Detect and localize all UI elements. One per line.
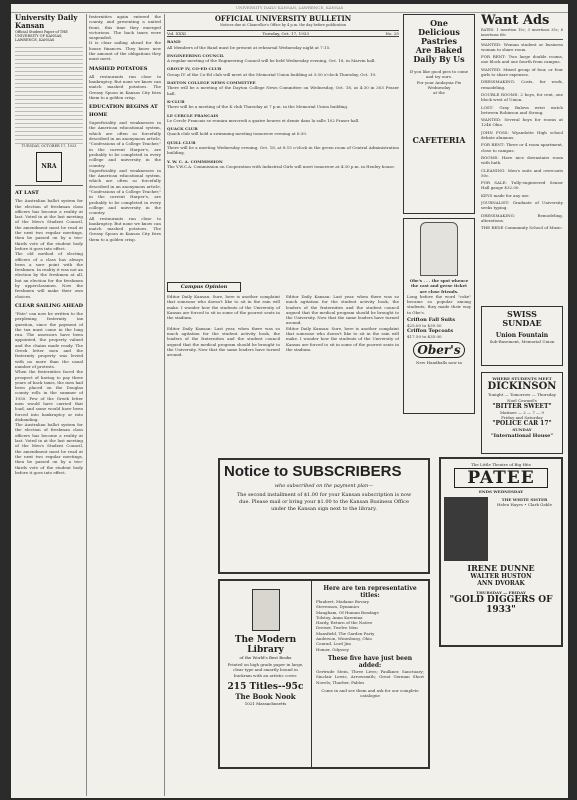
editorial-column-2	[89, 14, 161, 796]
patee-thursday: THURSDAY — FRIDAY	[476, 589, 526, 595]
patee-logo: PATEE	[454, 468, 548, 488]
bulletin-item-text: There will be a meeting of the Dayton College News Committee on Wednesday, Oct. 18, at 4:30 in 303 Fraser hall.	[167, 85, 399, 96]
notice-body: The second installment of $1.00 for your Kansan subscription is now due. Please mail or bring your $1.00 to the Kansan Business Office under the Kansan sign next to the library.	[236, 492, 412, 512]
bulletin-item-heading: DAYTON COLLEGE NEWS COMMITTEE	[167, 80, 256, 86]
obe-mascot-icon	[420, 222, 458, 276]
editorial-heading-clear-sailing: CLEAR SAILING AHEAD	[15, 302, 83, 309]
dickinson-line: Friday and Saturday	[501, 415, 543, 421]
masthead-date: TUESDAY, OCTOBER 17, 1933	[21, 144, 77, 148]
library-title-item: Maugham, Of Human Bondage	[316, 609, 379, 615]
obers-sub: New Handballs now in	[416, 359, 462, 365]
want-ad-item: WANTED: Mixed group of four, or four girls to share expenses.	[481, 66, 563, 78]
bulletin-date: Tuesday, Oct. 17, 1933	[262, 31, 309, 37]
bulletin-subtitle: Notices due at Chancellor's Office by 4 p.m. the day before publication	[219, 23, 347, 27]
bulletin-title: OFFICIAL UNIVERSITY BULLETIN	[214, 14, 352, 23]
library-added-heading: These five have just been added:	[327, 654, 413, 669]
library-titles-heading: Here are ten representative titles:	[323, 585, 417, 599]
dickinson-line: Tonight — Tomorrow — Thursday	[487, 392, 557, 398]
library-address: 1021 Massachusetts	[244, 700, 287, 706]
opinion-letter: Editor Daily Kansan: Last year, when there was so much agitation for the student activity book, the leaders of the fraternities and the student council argued that the medical program should be brought to the University. Now that the same leaders have turned around.	[286, 294, 399, 326]
editorial-paragraph: When the fraternities faced the prospect of having to pay three years of back taxes, the men had been placed on the Douglas county rolls in the summer of 1930. Few of the Greek letter men would have carried that load, and some would have been forced into bankruptcy or into disbanding.	[15, 369, 83, 422]
bulletin-item-heading: GROUP IV, CO-ED CLUB	[167, 66, 222, 72]
crifton-suits-price: $25.00 to $39.50	[407, 323, 442, 329]
crifton-topcoats-price: $17.50 to $35.00	[407, 334, 442, 340]
editorial-paragraph: All restaurants run close to bankruptcy. But none we know can match mashed potatoes. The Greasy Spoon in Kansas City fries them to a golden crisp.	[89, 215, 161, 242]
library-title-list	[316, 599, 424, 652]
sundae-text: SUNDAE	[502, 318, 542, 328]
bulletin-item-heading: LE CERCLE FRANCAIS	[167, 112, 219, 118]
library-added-list: Gertrude Stein, Three Lives; Faulkner, Sanctuary; Sinclair Lewis, Arrowsmith; Great German Short Novels; Thurber, Fables	[316, 668, 424, 685]
want-ad-item: DRESSMAKING: Costs, fur work, remodeling.	[481, 79, 563, 90]
editorial-column	[15, 14, 83, 796]
want-ad-item: WANTED: Woman student or business woman to share room.	[481, 41, 563, 52]
want-ad-item: JOHN FOSS: Wyandotte High school debate alumnus.	[481, 129, 563, 141]
bulletin-item-text: A regular meeting of the Engineering Council will be held Wednesday evening, Oct. 18, in Marvin hall.	[167, 58, 376, 64]
swiss-text: SWISS	[507, 309, 537, 319]
bulletin-item-heading: Y. W. C. A. COMMISSION	[167, 158, 223, 164]
opinion-letter: Editor Daily Kansan: Last year, when there was so much agitation for the student activity book, the leaders of the fraternities and the student council argued that the medical program should be brought to the University. Now that the same leaders have turned around.	[167, 325, 280, 358]
want-ad-list	[481, 42, 563, 231]
want-ad-item: FOR RENT: Three or 4 room apartment, close to campus.	[481, 142, 563, 153]
bulletin-item-text: Group IV of the Co-Ed club will meet at the Memorial Union building at 3:30 o'clock Thursday, Oct. 19.	[167, 71, 377, 77]
library-title: The Modern Library	[234, 635, 297, 655]
dickinson-theatre-ad	[481, 372, 563, 454]
bulletin-item-text: Le Cercle Francais se reunira mercredi a quatre heures et demie dans la salle 102 Fraser hall.	[167, 117, 360, 123]
editorial-paragraph: The Australian ballot system for the election of freshman class officers has become a reality at last. Voted in at the last meeting of the Men's Student Council, the amendment must be read at the next two regular meetings, then be passed on by a two-thirds vote of the student body before it goes into effect.	[15, 198, 83, 251]
pastries-text-2: For your Andaysia Pie Wednesday	[416, 79, 462, 90]
pastries-at: at the	[433, 90, 445, 96]
want-ad-item: THE REDE Community School of Music.	[481, 225, 563, 231]
bulletin-item-text: There will be a meeting Wednesday evening, Oct. 18, at 8:15 o'clock in the green room of Central Administration building.	[167, 145, 399, 156]
want-ad-item: FOR SALE: Tully-engineered Senior Hall gauge $32.00.	[481, 180, 563, 191]
library-title-item: Homer, Odyssey	[316, 646, 349, 652]
editorial-heading-mashed-potatoes: MASHED POTATOES	[89, 65, 148, 72]
bulletin-item-heading: K-CLUB	[167, 98, 185, 104]
patee-tagline: The Little Theatre of Big Hits	[471, 462, 531, 467]
want-ads-title: Want Ads	[481, 14, 550, 28]
patee-film-2c: ANN DVORAK	[477, 579, 525, 587]
bulletin-item-heading: QUILL CLUB	[167, 139, 196, 145]
dickinson-line: Noel Coward's	[507, 397, 537, 403]
crifton-suits: Crifton Fall Suits	[407, 317, 456, 324]
bulletin-item-heading: QUACK CLUB	[167, 126, 198, 132]
nra-eagle-badge: NRA	[36, 152, 62, 182]
want-ad-item: ROOMS: Have nice downstairs room with bath.	[481, 154, 563, 166]
library-title-item: Tolstoy, Anna Karenina	[316, 614, 363, 620]
editorial-paragraph: "Fate" can now be written to the perplexing fraternity tax question, since the payment of the tax must come in the long run. The assessors have been appointed, the property valued and the chains made ready. The Greek letter men and the fraternity property was levied with no more than the usual number of protests.	[15, 310, 83, 369]
notice-to-subscribers	[218, 458, 430, 574]
library-subtitle: of the World's Best Books	[239, 655, 292, 660]
modern-library-ad	[218, 579, 430, 769]
want-ad-item: WANTED: Several boys for rooms at 1246 Ohio.	[481, 117, 563, 128]
patee-ends: ENDS WEDNESDAY	[478, 489, 524, 495]
dickinson-logo: DICKINSON	[487, 381, 557, 393]
opinion-letter: Editor Daily Kansan: Sure, here is another complaint that someone who doesn't like to sit in the rain will make. I wonder how the students of the University of Kansas are forced to sit in some of the poorest seats in the stadium.	[286, 325, 399, 352]
editorial-paragraph: Superficiality and weaknesses in the American educational system, which are often so forcefully described in an anonymous article, "Confessions of a College Teacher," in the current Harper's, are probably to be completed in every college and university in the country.	[89, 167, 161, 216]
obers-logo: Ober's	[413, 342, 465, 358]
bulletin-number: No. 25	[385, 31, 399, 37]
dickinson-line: Matinee — 2 — 7 — 9	[500, 409, 544, 415]
opinion-letter: Editor Daily Kansan: Sure, here is another complaint that someone who doesn't like to sit in the rain will make. I wonder how the students of the University of Kansas are forced to sit in some of the poorest seats in the stadium.	[167, 294, 280, 321]
torchbearer-icon	[252, 589, 280, 631]
editorial-paragraph: fraternities again entered the county, and presenting a united front, this time they emerged victorious. The back taxes were suspended.	[89, 14, 161, 41]
patee-theatre-ad	[439, 457, 563, 647]
pastries-text: If you like good pies to come and try ours.	[409, 69, 469, 80]
want-ad-item: DOUBLE ROOMS: 2 boys, for rent, one block west of Union.	[481, 91, 563, 103]
notice-title: Notice to SUBSCRIBERS	[224, 463, 402, 480]
dickinson-police-car: "POLICE CAR 17"	[492, 420, 552, 428]
want-ad-item: DRESSMAKING: Remodeling, alterations.	[481, 212, 563, 223]
obe-body: Long before the word "coke" became so popular among students, they made their way to Obe's.	[407, 293, 471, 315]
editorial-paragraph: Superficiality and weaknesses in the American educational system, which are often so forcefully described in an anonymous article, "Confessions of a College Teacher," in the current Harper's, are probably to be completed in every college and university in the country.	[89, 120, 161, 168]
library-title-item: Conrad, Lord Jim	[316, 641, 351, 647]
pastries-headline-2: Are Baked Daily By Us	[413, 45, 465, 64]
want-ad-item: LOST: Gray Bulova wrist watch between Robinson and Strong.	[481, 104, 563, 115]
campus-opinion	[167, 282, 399, 452]
editorial-paragraph: The Australian ballot system for the election of freshman class officers has become a reality at last. Voted in at the last meeting of the Men's Student Council, the amendment must be read at the next two regular meetings, then be passed on by a two-thirds vote of the student body before it goes into effect.	[15, 422, 83, 475]
page-header: UNIVERSITY DAILY KANSAN, LAWRENCE, KANSAS	[11, 4, 568, 13]
union-fountain-location: Sub-Basement, Memorial Union	[489, 339, 555, 344]
editorial-heading-at-last: AT LAST	[15, 190, 39, 197]
bulletin-item-heading: ENGINEERING COUNCIL	[167, 52, 225, 58]
union-fountain-ad	[481, 306, 563, 366]
library-title-item: Flaubert, Madame Bovary	[316, 599, 370, 604]
masthead	[15, 14, 83, 182]
dickinson-sunday: SUNDAY	[512, 427, 532, 433]
masthead-subtitle: Official Student Paper of THE UNIVERSITY OF KANSAS, LAWRENCE, KANSAS	[15, 30, 68, 42]
bulletin-item-heading: BAND	[167, 39, 181, 45]
film-still-image	[444, 497, 488, 561]
crifton-topcoats: Criffon Topcoats	[407, 328, 454, 335]
bulletin-item-text: All Members of the Band must be present at rehearsal Wednesday night at 7:15.	[167, 44, 331, 50]
campus-opinion-title: Campus Opinion	[167, 282, 241, 292]
masthead-title: University Daily Kansan	[15, 14, 78, 30]
want-ads-rates: RATES: 1 insertion 15c; 3 insertions 35c; 6 insertions 60c	[481, 28, 563, 40]
dickinson-international-house: "International House"	[491, 432, 553, 439]
patee-film-2: IRENE DUNNE	[467, 562, 535, 573]
library-title-item: Mansfield, The Garden Party	[316, 630, 375, 636]
masthead-staff-list	[15, 44, 83, 144]
editorial-paragraph: All restaurants run close to bankruptcy. But none we know can match mashed potatoes. The Greasy Spoon in Kansas City fries them to a golden crisp.	[89, 73, 161, 100]
obers-ad	[403, 218, 475, 414]
ads-column-a	[403, 14, 475, 454]
library-title-item: Dreiser, Twelve Men	[316, 625, 358, 631]
bulletin-item-text: Quack club will hold a swimming meeting tomorrow evening at 6:30.	[167, 131, 308, 137]
patee-gold-diggers: "GOLD DIGGERS OF 1933"	[449, 594, 553, 615]
dickinson-tagline: WHERE STUDENTS MEET	[492, 376, 552, 381]
cafeteria-name: CAFETERIA	[412, 135, 466, 146]
editorial-heading-education: EDUCATION BEGINS AT HOME	[89, 104, 158, 119]
editorial-paragraph: It is clear sailing ahead for the house finances. They know now the amount of the obligations they must meet.	[89, 40, 161, 62]
want-ads	[481, 14, 563, 302]
library-body: Printed on high grade paper in large, clear type and smartly bound in buckram with an artistic cover.	[227, 662, 304, 678]
notice-subtitle: who subscribed on the payment plan—	[274, 483, 374, 489]
library-price: 215 Titles--95c	[227, 681, 304, 692]
want-ad-item: FOR RENT: Two large double rooms, one block and one fourth from campus.	[481, 54, 563, 65]
bulletin-item-text: The Y.W.C.A. Commission on Cooperation with Industrial Girls will meet tomorrow at 4:30 p.m. in Henley house.	[167, 163, 396, 169]
obe-headline: Obe's . . . the spot whence the cast and geese ticket are close friends.	[409, 278, 469, 294]
union-fountain-name: Union Fountain	[495, 332, 549, 339]
library-footer: Come in and see them and ask for our complete catalogue	[321, 687, 419, 699]
cafeteria-ad	[403, 14, 475, 214]
want-ad-item: JOURNALIST: Graduate of University seeks typing.	[481, 200, 563, 211]
patee-film-2b: WALTER HUSTON	[470, 572, 532, 580]
pastries-headline: One Delicious Pastries	[418, 18, 460, 46]
library-title-item: Hardy, Return of the Native	[316, 620, 373, 626]
bulletin-item-text: There will be a meeting of the K club Thursday at 7 p.m. in the Memorial Union building.	[167, 104, 349, 110]
patee-stars-1: Helen Hayes • Clark Gable	[497, 501, 552, 507]
bulletin-items	[167, 39, 399, 169]
official-bulletin	[167, 14, 399, 278]
library-title-item: Stevenson, Dynamics	[316, 604, 360, 610]
want-ad-item: KEYS made for any use.	[481, 192, 530, 198]
newspaper-page	[11, 4, 568, 798]
library-store: The Book Nook	[235, 691, 296, 701]
want-ad-item: CLEANING: Men's suits and overcoats 50c.	[481, 167, 563, 178]
library-title-item: Anderson, Winesburg, Ohio	[316, 636, 372, 642]
bulletin-volume: Vol. XXXI	[167, 31, 186, 37]
patee-film-1: THE WHITE SISTER	[501, 496, 548, 502]
dickinson-bitter-sweet: "BITTER SWEET"	[492, 402, 552, 410]
editorial-paragraph: The old method of electing officers of a class has always been a sore point with the freshmen. In reality it was not an election by the freshmen at all, but an election for the freshmen by upperclassmen. Now the freshmen will make their own choices.	[15, 251, 83, 299]
bulletin-dateline	[167, 30, 399, 37]
